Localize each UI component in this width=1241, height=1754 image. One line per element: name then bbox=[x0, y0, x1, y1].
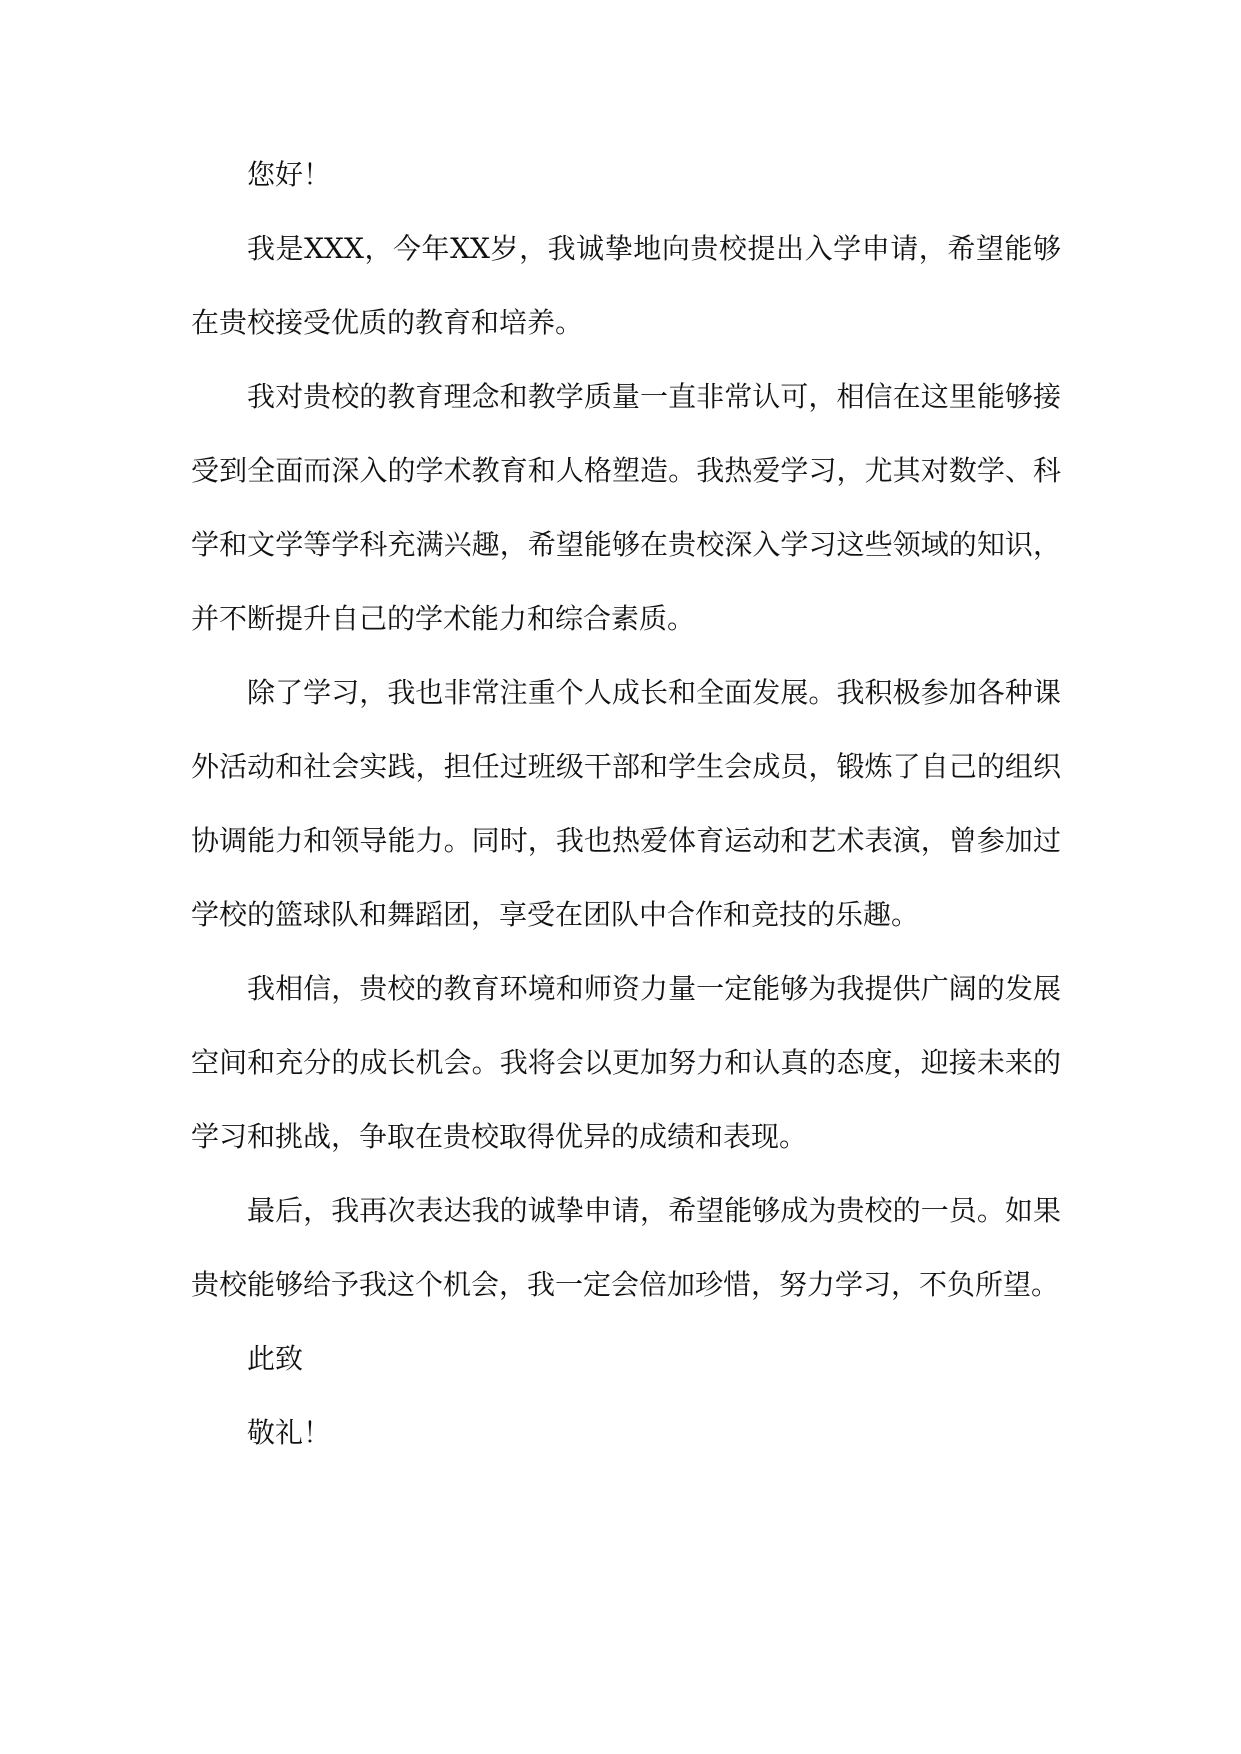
paragraph-conclusion: 最后，我再次表达我的诚挚申请，希望能够成为贵校的一员。如果贵校能够给予我这个机会，我一定会倍加珍惜，努力学习，不负所望。 bbox=[191, 1194, 1061, 1301]
letter-body bbox=[191, 138, 1061, 1470]
paragraph-intro: 我是XXX，今年XX岁，我诚挚地向贵校提出入学申请，希望能够在贵校接受优质的教育和培养。 bbox=[191, 232, 1061, 339]
closing-regards: 敬礼！ bbox=[247, 1416, 332, 1449]
greeting: 您好！ bbox=[247, 158, 332, 191]
paragraph-activities: 除了学习，我也非常注重个人成长和全面发展。我积极参加各种课外活动和社会实践，担任过班级干部和学生会成员，锻炼了自己的组织协调能力和领导能力。同时，我也热爱体育运动和艺术表演，曾参加过学校的篮球队和舞蹈团，享受在团队中合作和竞技的乐趣。 bbox=[191, 676, 1061, 931]
paragraph-commitment: 我相信，贵校的教育环境和师资力量一定能够为我提供广阔的发展空间和充分的成长机会。我将会以更加努力和认真的态度，迎接未来的学习和挑战，争取在贵校取得优异的成绩和表现。 bbox=[191, 972, 1061, 1153]
paragraph-academics: 我对贵校的教育理念和教学质量一直非常认可，相信在这里能够接受到全面而深入的学术教育和人格塑造。我热爱学习，尤其对数学、科学和文学等学科充满兴趣，希望能够在贵校深入学习这些领域的知识，并不断提升自己的学术能力和综合素质。 bbox=[191, 380, 1061, 635]
closing-salutation: 此致 bbox=[247, 1342, 304, 1375]
